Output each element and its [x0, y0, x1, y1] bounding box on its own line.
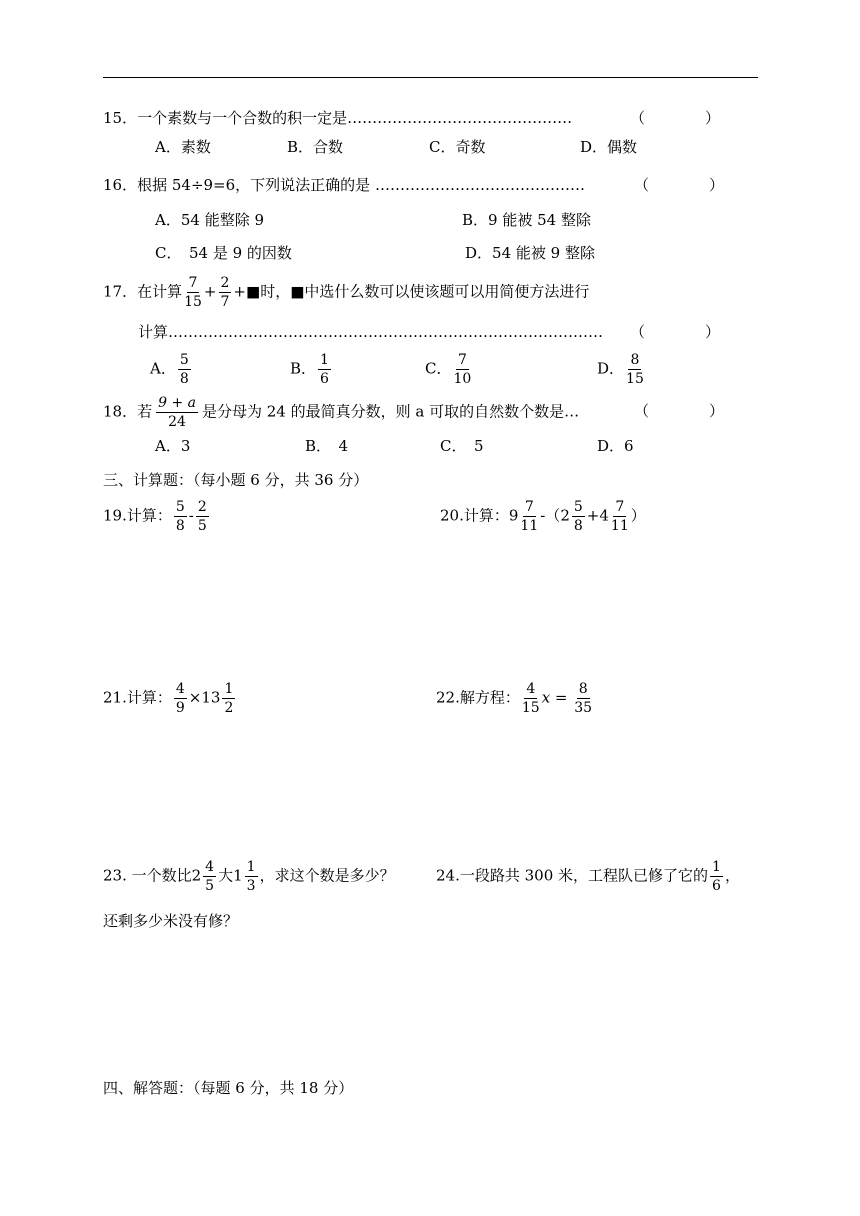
black-square-icon: ■	[290, 282, 305, 301]
q17-option-c: C． $\frac{7}{10}$	[425, 352, 472, 387]
question-20: 20.计算：9 $\frac{7}{11}$ -（2 $\frac{5}{8}$ +4 $\frac{7}{11}$ ）	[440, 499, 646, 534]
section-4-heading: 四、解答题：（每题 6 分，共 18 分）	[103, 1079, 354, 1097]
question-17-stem: 17．在计算 $\frac{7}{15}$ + $\frac{2}{7}$ +■时，■中选什么数可以使该题可以用简便方法进行	[103, 275, 590, 310]
q18-option-a: A．3	[155, 437, 191, 455]
fraction: $\frac{9 + a}{24}$	[158, 395, 196, 430]
fraction: $\frac{7}{15}$	[184, 275, 202, 310]
black-square-icon: ■	[246, 282, 261, 301]
q18-option-b: B． 4	[305, 437, 349, 455]
question-18-stem: 18．若 $\frac{9 + a}{24}$ 是分母为 24 的最简真分数，则 a 可取的自然数个数是…	[103, 395, 580, 430]
leader-dots: ……………………………………	[374, 176, 585, 194]
fraction: $\frac{7}{11}$	[520, 499, 539, 534]
q16-option-a: A．54 能整除 9	[155, 211, 264, 229]
q17-option-a: A． $\frac{5}{8}$	[150, 352, 189, 387]
question-17-line2: 计算……………………………………………………………………………	[138, 323, 604, 341]
fraction: $\frac{8}{15}$	[626, 352, 644, 387]
fraction: $\frac{7}{10}$	[453, 352, 472, 387]
fraction: $\frac{1}{6}$	[712, 859, 721, 894]
fraction: $\frac{4}{5}$	[205, 859, 215, 894]
question-23: 23. 一个数比2 $\frac{4}{5}$ 大1 $\frac{1}{3}$ ，求这个数是多少？	[103, 859, 395, 894]
fraction: $\frac{5}{8}$	[175, 499, 185, 534]
fraction: $\frac{4}{15}$	[521, 681, 540, 716]
fraction: $\frac{5}{8}$	[179, 352, 189, 387]
answer-paren-17: （ ）	[630, 323, 721, 341]
question-22: 22.解方程： $\frac{4}{15}$ x = $\frac{8}{35}$	[436, 681, 593, 716]
leader-dots: ……………………………………………………………………………	[168, 323, 604, 341]
q16-option-b: B．9 能被 54 整除	[462, 211, 591, 229]
answer-paren-16: （ ）	[634, 176, 725, 194]
fraction: $\frac{1}{6}$	[320, 352, 329, 387]
q15-option-b: B．合数	[287, 138, 344, 156]
fraction: $\frac{2}{7}$	[220, 275, 230, 310]
header-rule	[103, 77, 758, 78]
q17-option-b: B． $\frac{1}{6}$	[290, 352, 329, 387]
q16-option-d: D．54 能被 9 整除	[465, 244, 595, 262]
question-19: 19.计算： $\frac{5}{8}$ - $\frac{2}{5}$	[103, 499, 207, 534]
question-16-stem: 16．根据 54÷9=6，下列说法正确的是 ……………………………………	[103, 176, 585, 194]
answer-paren-18: （ ）	[634, 402, 725, 420]
q16-option-c: C． 54 是 9 的因数	[155, 244, 292, 262]
fraction: $\frac{7}{11}$	[610, 499, 629, 534]
fraction: $\frac{1}{3}$	[246, 859, 256, 894]
question-21: 21.计算： $\frac{4}{9}$ ×13 $\frac{1}{2}$	[103, 681, 234, 716]
answer-paren-15: （ ）	[630, 109, 721, 127]
fraction: $\frac{2}{5}$	[197, 499, 207, 534]
fraction: $\frac{8}{35}$	[574, 681, 593, 716]
leader-dots: ………………………………………	[347, 109, 573, 127]
question-24-line2: 还剩多少米没有修？	[103, 912, 239, 930]
q15-option-d: D．偶数	[580, 138, 638, 156]
q18-option-c: C． 5	[440, 437, 484, 455]
fraction: $\frac{1}{2}$	[224, 681, 234, 716]
section-3-heading: 三、计算题：（每小题 6 分，共 36 分）	[103, 471, 369, 489]
fraction: $\frac{5}{8}$	[573, 499, 583, 534]
question-15-stem: 15．一个素数与一个合数的积一定是………………………………………	[103, 109, 573, 127]
fraction: $\frac{4}{9}$	[175, 681, 185, 716]
q15-option-a: A．素数	[155, 138, 211, 156]
question-24: 24.一段路共 300 米，工程队已修了它的 $\frac{1}{6}$ ，	[436, 859, 740, 894]
q15-option-c: C．奇数	[429, 138, 486, 156]
q17-option-d: D． $\frac{8}{15}$	[597, 352, 644, 387]
q18-option-d: D．6	[597, 437, 634, 455]
